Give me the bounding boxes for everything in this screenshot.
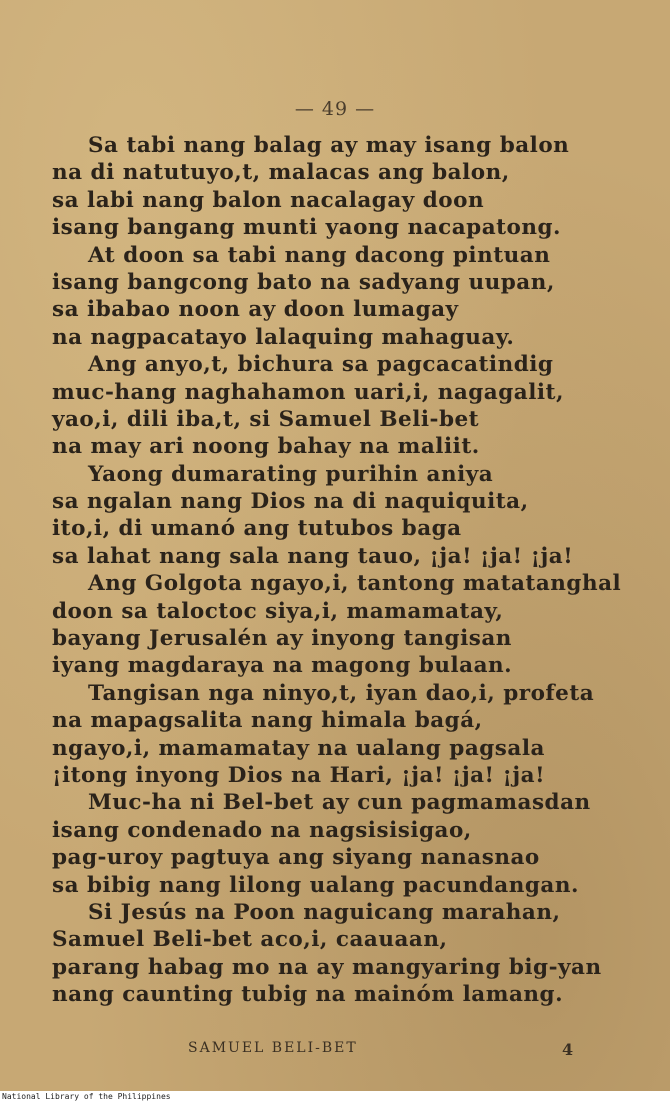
poem-line: pag-uroy pagtuya ang siyang nanasnao [52,845,540,871]
poem-line: sa ibabao noon ay doon lumagay [52,297,459,323]
poem-line: sa labi nang balon nacalagay doon [52,187,485,213]
poem-line: na di natutuyo,t, malacas ang balon, [52,160,510,186]
poem-line: na mapagsalita nang himala bagá, [52,708,483,734]
poem-line: nang caunting tubig na mainóm lamang. [52,982,564,1008]
poem-line: na may ari noong bahay na maliit. [52,434,480,460]
poem-line: Tangisan nga ninyo,t, iyan dao,i, profeta [88,680,595,706]
poem-line: doon sa taloctoc siya,i, mamamatay, [52,598,504,624]
poem-line: na nagpacatayo lalaquing mahaguay. [52,324,515,350]
poem-line: ngayo,i, mamamatay na ualang pagsala [52,735,545,761]
poem-line: Muc-ha ni Bel-bet ay cun pagmamasdan [88,790,591,816]
signature-mark: 4 [562,1040,576,1059]
poem-line: At doon sa tabi nang dacong pintuan [88,242,551,268]
poem-line: ¡itong inyong Dios na Hari, ¡ja! ¡ja! ¡ja! [52,762,546,788]
poem-line: sa lahat nang sala nang tauo, ¡ja! ¡ja! ¡ja! [52,543,574,569]
poem-line: ito,i, di umanó ang tutubos baga [52,516,462,542]
poem-text [52,132,622,1009]
poem-line: Si Jesús na Poon naguicang marahan, [88,899,561,925]
poem-line: Ang anyo,t, bichura sa pagcacatindig [88,352,554,378]
poem-line: parang habag mo na ay mangyaring big-yan [52,954,602,980]
poem-line: muc-hang naghahamon uari,i, nagagalit, [52,379,564,405]
poem-line: Samuel Beli-bet aco,i, caauaan, [52,927,448,953]
poem-line: Yaong dumarating purihin aniya [88,461,494,487]
page-footer [0,1040,670,1062]
poem-line: Sa tabi nang balag ay may isang balon [88,133,570,158]
page-number: — 49 — [294,98,376,120]
poem-line: iyang magdaraya na magong bulaan. [52,653,513,679]
credit-bar [0,1091,670,1103]
poem-line: isang bangang munti yaong nacapatong. [52,215,562,241]
poem-line: yao,i, dili iba,t, si Samuel Beli-bet [52,406,480,432]
library-credit: National Library of the Philippines [2,1092,171,1101]
poem-line: isang bangcong bato na sadyang uupan, [52,269,555,295]
poem-line: bayang Jerusalén ay inyong tangisan [52,626,512,652]
poem-line: sa bibig nang lilong ualang pacundangan. [52,872,579,898]
poem-line: isang condenado na nagsisisigao, [52,817,472,843]
poem-line: sa ngalan nang Dios na di naquiquita, [52,489,529,515]
footer-signature: SAMUEL BELI-BET [188,1040,358,1056]
poem-line: Ang Golgota ngayo,i, tantong matatanghal [88,571,622,597]
